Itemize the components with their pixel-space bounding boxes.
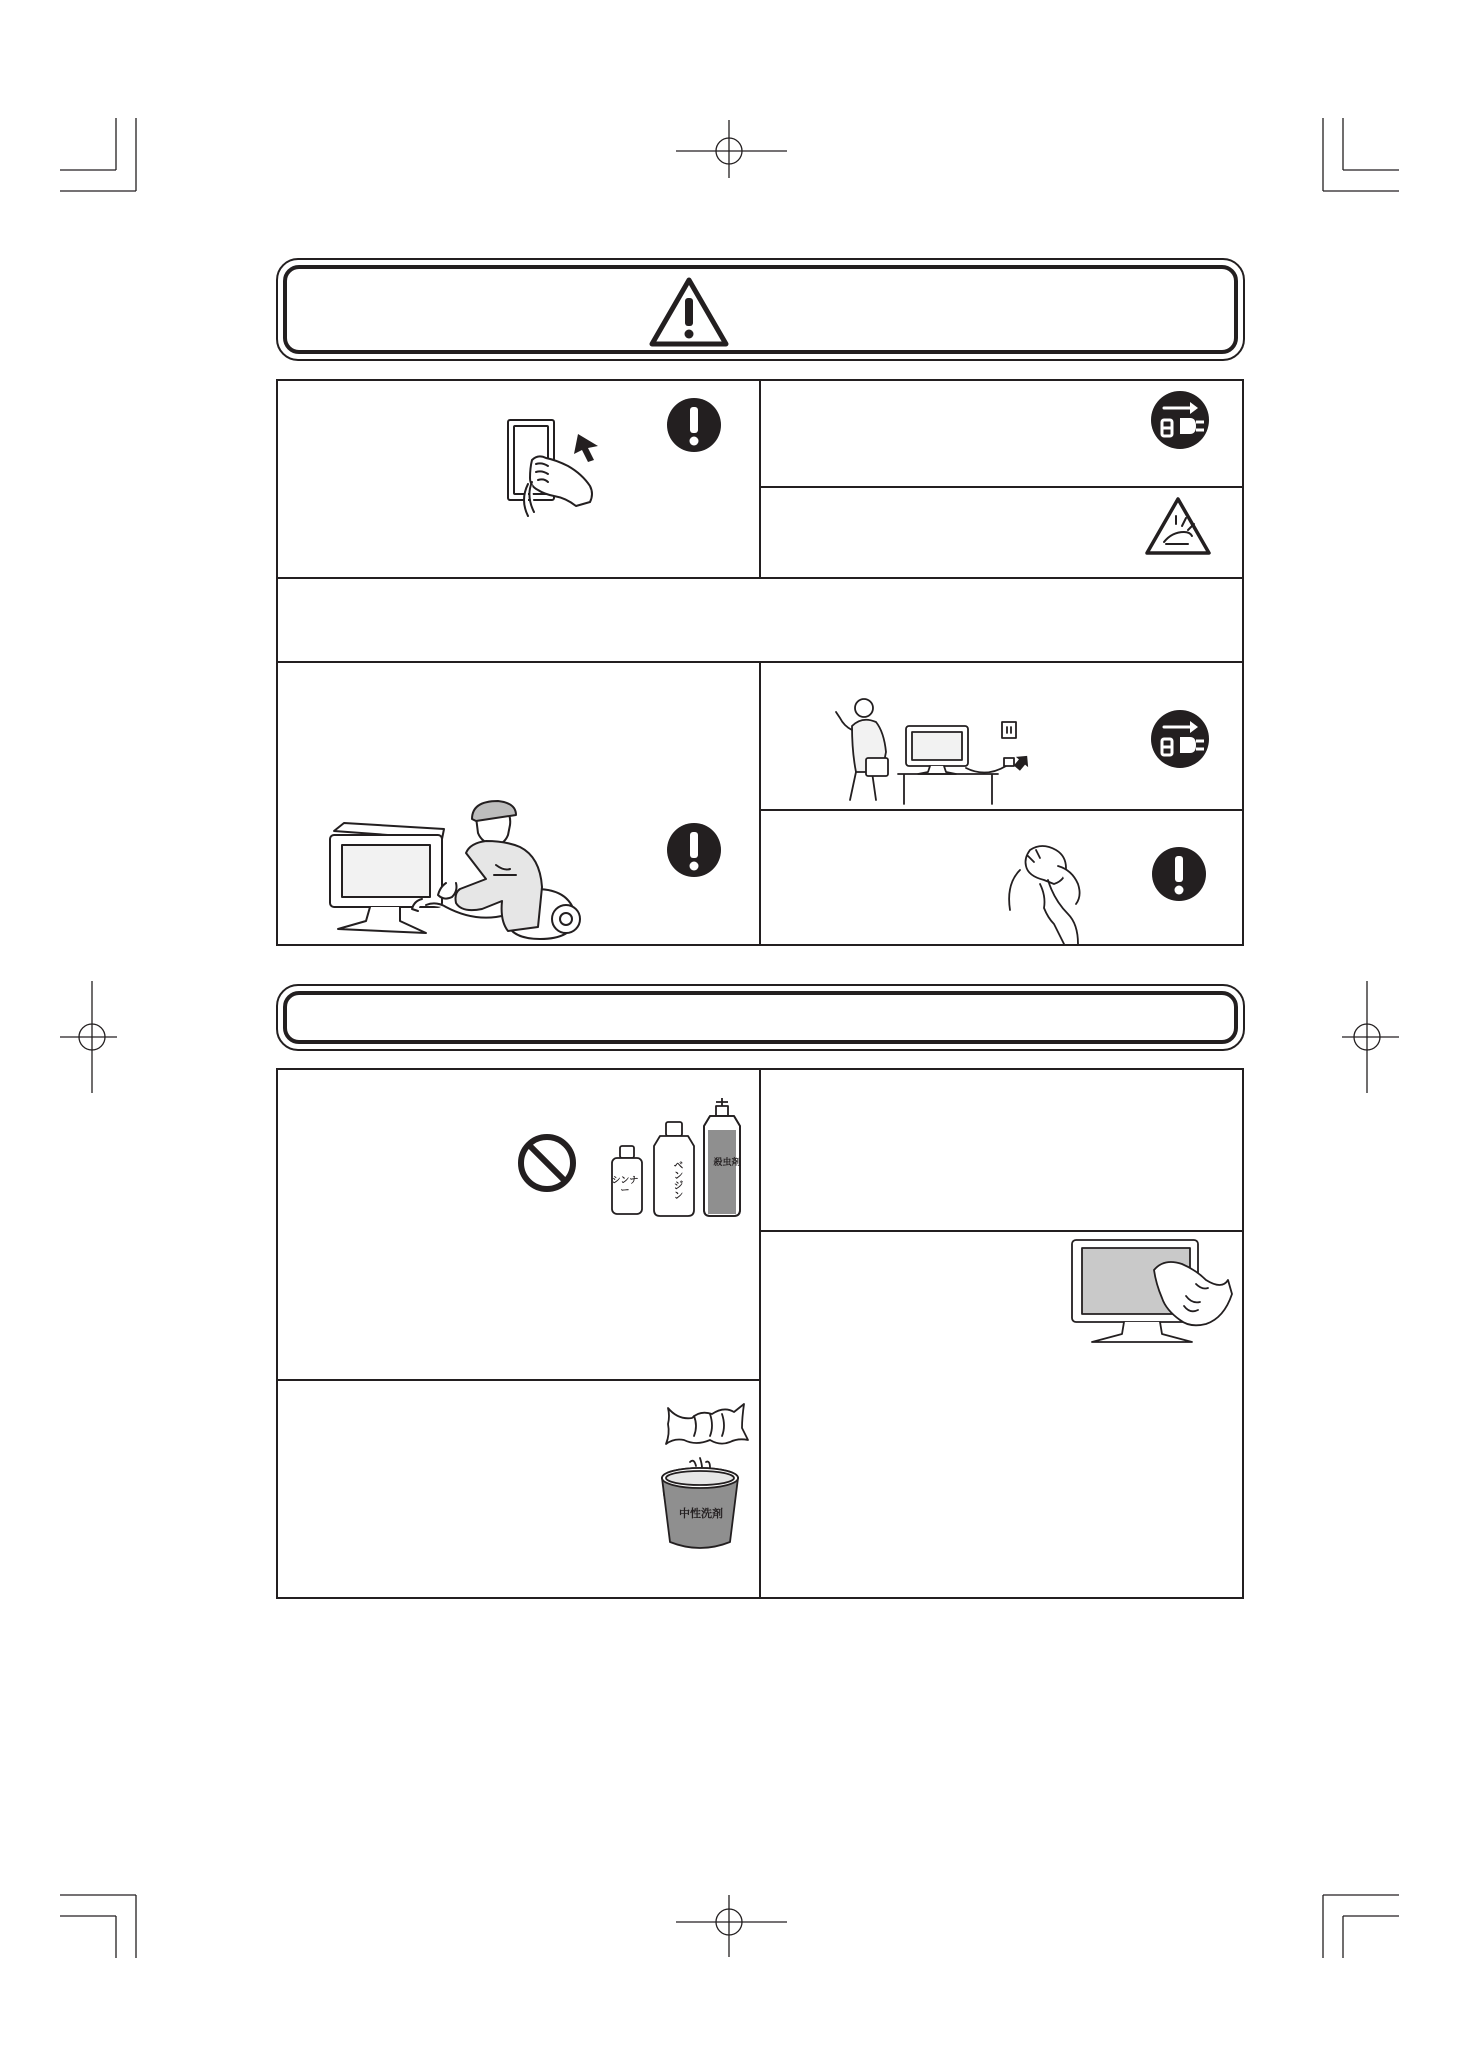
wrung-cloth-illustration (664, 1400, 748, 1446)
mandatory-exclamation-icon (666, 397, 722, 453)
warning-triangle-icon (648, 276, 730, 348)
thinner-bottle-label: シンナー (611, 1176, 639, 1196)
care-divider-v (759, 1068, 761, 1599)
warning-divider-v-top (759, 379, 761, 578)
mandatory-exclamation-icon (666, 822, 722, 878)
technician-vacuum-tv-illustration (326, 795, 596, 941)
disconnect-plug-icon (1150, 390, 1210, 450)
insecticide-bottle-label: 殺虫剤 (713, 1158, 741, 1168)
detergent-bucket-illustration (656, 1456, 746, 1552)
hand-wiping-plug-illustration (1000, 840, 1100, 944)
electric-shock-warning-icon (1144, 496, 1212, 556)
prohibition-icon (516, 1132, 578, 1194)
warning-divider-h-right-2 (759, 809, 1244, 811)
mandatory-exclamation-icon (1151, 846, 1207, 902)
warning-divider-h-1 (276, 577, 1244, 579)
warning-divider-h-right (759, 486, 1244, 488)
warning-divider-v-bottom (759, 661, 761, 946)
hand-pulling-plug-illustration (470, 412, 620, 520)
care-divider-h-left (276, 1379, 760, 1381)
benzine-bottle-label: ベンジン (671, 1160, 682, 1200)
care-divider-h-right (759, 1230, 1244, 1232)
detergent-bucket-label: 中性洗剤 (679, 1507, 723, 1520)
disconnect-plug-icon (1150, 709, 1210, 769)
warning-banner (276, 258, 1245, 361)
hand-wiping-monitor-illustration (1066, 1236, 1234, 1348)
woman-leaving-tv-unplugged-illustration (826, 696, 1046, 806)
care-banner (276, 984, 1245, 1051)
